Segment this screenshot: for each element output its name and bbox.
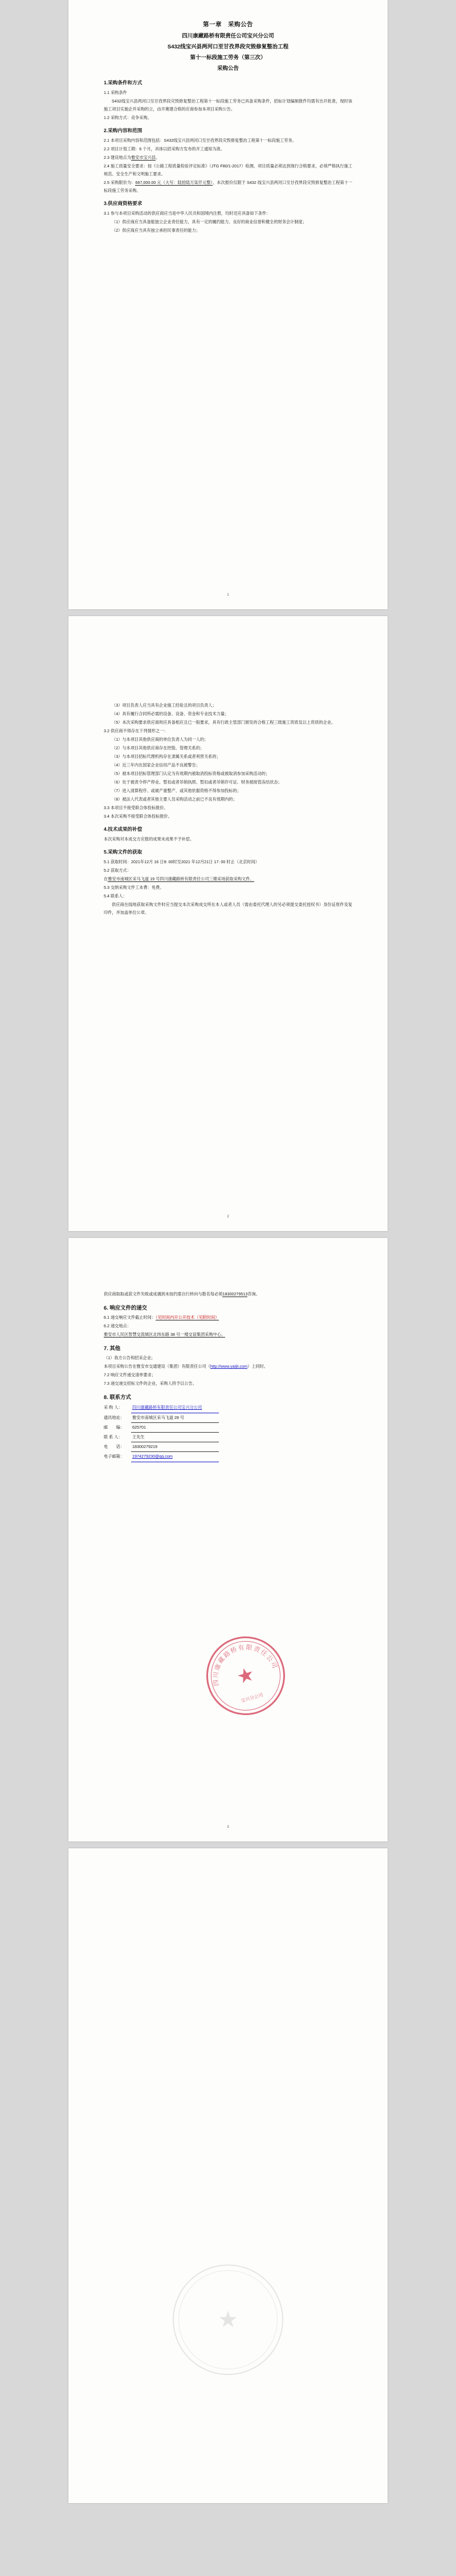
contact-value-phone: 18300279219 bbox=[131, 1442, 219, 1452]
page-number-3: 3 bbox=[227, 1826, 229, 1829]
contact-value-address: 雅安市南城区采马飞道 28 号 bbox=[131, 1413, 219, 1423]
section-3-item-5: （5）本次采购要求供应商则应具备相应且已一般要求，具有行政主管部门颁发的合格工程三级施工资质及以上资质的企业。 bbox=[112, 720, 336, 725]
section-2-3 bbox=[104, 154, 352, 162]
section-7-2: 7.2 响应文件递交清单要求； bbox=[104, 1372, 156, 1378]
section-2-heading: 2.采购内容和范围 bbox=[104, 127, 142, 133]
section-7-heading: 7. 其他 bbox=[104, 1345, 121, 1352]
section-5-heading: 5.采购文件的获取 bbox=[104, 849, 142, 855]
contact-row-purchaser bbox=[104, 1403, 352, 1413]
section-3-item-2: （2）供应商应当具有独立承担民事责任的能力； bbox=[112, 227, 200, 233]
section-6-2: 6.2 递交地点： bbox=[104, 1323, 131, 1329]
section-3-2-item-1: （1）与本项目其他供应商的单位负责人为同一人的； bbox=[112, 737, 209, 743]
submission-address: 雅安市人民区智慧交流城区北纬东路 38 号一楼交谊集团采购中心。 bbox=[104, 1332, 226, 1338]
section-2-4: 2.4 施工质量安全要求：按《公路工程质量检验评定标准》（JTG F80/1-2017）检测，项目质量必须达到现行合格要求，必须严格执行施工规范、安全生产和文明施工要求。 bbox=[104, 163, 352, 177]
svg-text:四川康藏路桥有限责任公司: 四川康藏路桥有限责任公司 bbox=[212, 1644, 279, 1687]
section-2-5-post: ，本次报价仅限于 S432 线宝兴县两河口至甘孜界段灾毁修复整治工程第十一标段施工劳务采购。 bbox=[104, 179, 353, 193]
notice-line: 采购公告 bbox=[217, 65, 239, 72]
section-3-item-1: （1）供应商应当具备能独立企业责任能力，具有一定的履约能力、良好的商业信誉和健全的财务会计制度； bbox=[112, 219, 307, 224]
page-number-2: 2 bbox=[227, 1215, 229, 1219]
contact-value-postcode: 625701 bbox=[131, 1423, 219, 1433]
section-3-1: 3.1 参与本项目采购活动的供应商应当是中华人民共和国境内注册，均时还应具备如下条件： bbox=[104, 210, 271, 216]
section-2-1: 2.1 本项目采购内容和范围包括：S432线宝兴县两河口至甘孜界段灾毁修复整治工程第十一标段施工劳务。 bbox=[104, 137, 296, 143]
page-2 bbox=[68, 616, 388, 1231]
contact-label-person: 联 系 人： bbox=[104, 1434, 123, 1439]
section-1-2-text: 1.2 采购方式：竞争采购。 bbox=[104, 114, 152, 120]
section-5-note: 供应商在线地获取采购文件时应当提交本次采购成交所在本人或者人员（需由委托代理人的另必须提交委托授权书）身份证原件及复印件，并加盖单位公章。 bbox=[104, 902, 352, 916]
section-3-2-item-7: （7）进入清算程序、或破产重整产、或其他依据资格不得参加投标的； bbox=[112, 788, 241, 794]
section-6-2-address bbox=[104, 1331, 352, 1339]
contact-row-phone bbox=[104, 1442, 352, 1452]
contact-label-purchaser: 采 购 人： bbox=[104, 1405, 123, 1410]
page-number-1: 1 bbox=[227, 593, 229, 597]
seal-bottom-text: 宝兴分公司 bbox=[240, 1692, 264, 1704]
section-3-item-3: （3）项目负责人应当具有企业施工经验且的项目负责人； bbox=[112, 703, 217, 708]
section-5b-end: 咨询。 bbox=[247, 1291, 260, 1297]
contact-label-email: 电子邮箱： bbox=[104, 1454, 124, 1459]
section-3-3: 3.3 本项目不接受联合体投标报价。 bbox=[104, 805, 168, 811]
section-3-item-4: （4）具有履行合同所必需的设备、设备、资金和专业技术力量； bbox=[112, 711, 229, 717]
section-6-1-label: 6.1 递交响应文件截止时间： bbox=[104, 1315, 156, 1320]
section-5-1: 5.1 获取时间：2021年12月 16 日9: 00时至2021 年12月21日 17: 00 时止（北京时间） bbox=[104, 859, 259, 864]
section-3-2: 3.2 供应商不得存在下列情形之一： bbox=[104, 728, 168, 734]
contact-value-email: 1974279230@qq.com bbox=[131, 1452, 219, 1462]
page-watermark bbox=[173, 2265, 283, 2375]
contact-label-address: 通讯地址： bbox=[104, 1414, 124, 1420]
section-7-1-post: ）上同时。 bbox=[247, 1364, 268, 1369]
section-2-3-pre: 2.3 建设地点为 bbox=[104, 154, 131, 160]
section-3-2-item-3: （3）与本项目招标代理机构存在隶属关系或者利害关系的； bbox=[112, 754, 221, 760]
section-2-3-place: 雅安市宝兴县 bbox=[131, 154, 156, 160]
section-2-5 bbox=[104, 179, 352, 195]
section-1-1-label: 1.1 采购条件 bbox=[104, 89, 127, 95]
section-2-3-end: 。 bbox=[156, 154, 160, 160]
page-1 bbox=[68, 0, 388, 609]
section-5-2-address: 雅安市南城区采马飞道 19 号四川康藏路桥有限责任公司三楼采场获取采购文件。 bbox=[108, 876, 254, 882]
contact-label-postcode: 邮 编： bbox=[104, 1424, 124, 1430]
contact-phone-inline: 18300279513 bbox=[222, 1291, 248, 1297]
section-3-2-item-2: （2）与本项目其他供应商存在控股、管理关系的； bbox=[112, 745, 205, 751]
contact-row-email bbox=[104, 1452, 352, 1462]
contact-value-person: 王先生 bbox=[131, 1433, 219, 1442]
page-4-blank bbox=[68, 1848, 388, 2503]
section-6-1 bbox=[104, 1314, 352, 1322]
section-5b-pre: 供应商取取或获文件失败或成遇到未按约需自行转向与数名每必须 bbox=[104, 1291, 223, 1297]
section-4-heading: 4.技术成果的补偿 bbox=[104, 826, 142, 832]
contact-row-address bbox=[104, 1413, 352, 1423]
section-3-4: 3.4 本次采购不接受联合体投标报价。 bbox=[104, 814, 172, 819]
watermark-star-icon: ★ bbox=[218, 2307, 238, 2332]
section-3-2-item-5: （5）被本项目招标管理部门认定为有效期内被取消投标资格或被取消参加采购活动的； bbox=[112, 771, 270, 777]
section-7-1-detail bbox=[104, 1363, 352, 1371]
website-link[interactable]: http://www.yaijit.com bbox=[210, 1364, 247, 1369]
section-1-heading: 1.采购条件和方式 bbox=[104, 79, 142, 85]
section-3-2-item-4: （4）近三年内在国家企业信用产品不良被警告； bbox=[112, 762, 200, 768]
section-3-heading: 3.供应商资格要求 bbox=[104, 200, 142, 206]
seal-star-icon: ★ bbox=[234, 1663, 257, 1689]
section-2-5-pre: 2.5 采购限价为： bbox=[104, 179, 136, 185]
section-5-2-detail bbox=[104, 875, 352, 883]
section-3-2-item-8: （8）被法人代表或者其他主要人员采购活动之前已不良有效期内的； bbox=[112, 797, 237, 802]
section-7-1: （1）我方公告和招采企业； bbox=[104, 1355, 156, 1361]
section-1-1-text: S432线宝兴县两河口至甘孜界段灾毁修复整治工程第十一标段施工劳务已具备采购条件，招标计划编制报件均需有出开批准，现时该施工项目实施企并采购的立，由开赛建合格的应商参加本项目采购公告。 bbox=[104, 98, 352, 112]
section-5-2-pre: 在 bbox=[104, 876, 108, 882]
section-5b-note bbox=[104, 1290, 352, 1298]
chapter-title: 第一章 采购公告 bbox=[203, 21, 253, 28]
project-line: S432线宝兴县两河口至甘孜界段灾毁修复整治工程 bbox=[167, 43, 289, 50]
section-5-4: 5.4 联系人： bbox=[104, 893, 127, 899]
contact-row-postcode bbox=[104, 1423, 352, 1433]
section-6-heading: 6. 响应文件的递交 bbox=[104, 1305, 148, 1311]
section-4-1: 本次采购对本成交方应报的成果未成果不予补偿。 bbox=[104, 836, 194, 842]
page-3 bbox=[68, 1238, 388, 1841]
section-8-heading: 8. 联系方式 bbox=[104, 1394, 131, 1401]
company-seal bbox=[197, 1627, 295, 1725]
section-7-3: 7.3 递交递交招标文件的企业，采购人将予以公告。 bbox=[104, 1381, 197, 1387]
section-2-5-amount: 667,000.00 元（大写：陆拾陆万柒仟元整） bbox=[135, 179, 213, 185]
contact-value-purchaser: 四川康藏路桥有限责任公司宝兴分公司 bbox=[131, 1403, 219, 1413]
org-line-1: 四川康藏路桥有限责任公司宝兴分公司 bbox=[182, 32, 274, 39]
section-2-2: 2.2 项目计划工期：6 个月，具体以招采购方发布的开工通知为准。 bbox=[104, 146, 225, 151]
section-5-2: 5.2 获取方式： bbox=[104, 868, 131, 873]
section-5-3: 5.3 交纳采购文件工本费：免费。 bbox=[104, 885, 164, 891]
section-line: 第十一标段施工劳务（第三次） bbox=[190, 54, 266, 61]
section-7-1-pre: 本项目采购公告在雅安市交通建设（集团）有限责任公司（ bbox=[104, 1364, 210, 1369]
section-3-2-item-6: （6）处于被责令停产停业、暂扣或者吊销执照、暂扣或者吊销许可证、财务被接管冻结状态； bbox=[112, 780, 282, 785]
section-6-1-deadline: （见时间内开公开技术（见附时间） bbox=[156, 1315, 219, 1320]
contact-label-phone: 电 话： bbox=[104, 1444, 124, 1450]
contact-row-person bbox=[104, 1433, 352, 1442]
